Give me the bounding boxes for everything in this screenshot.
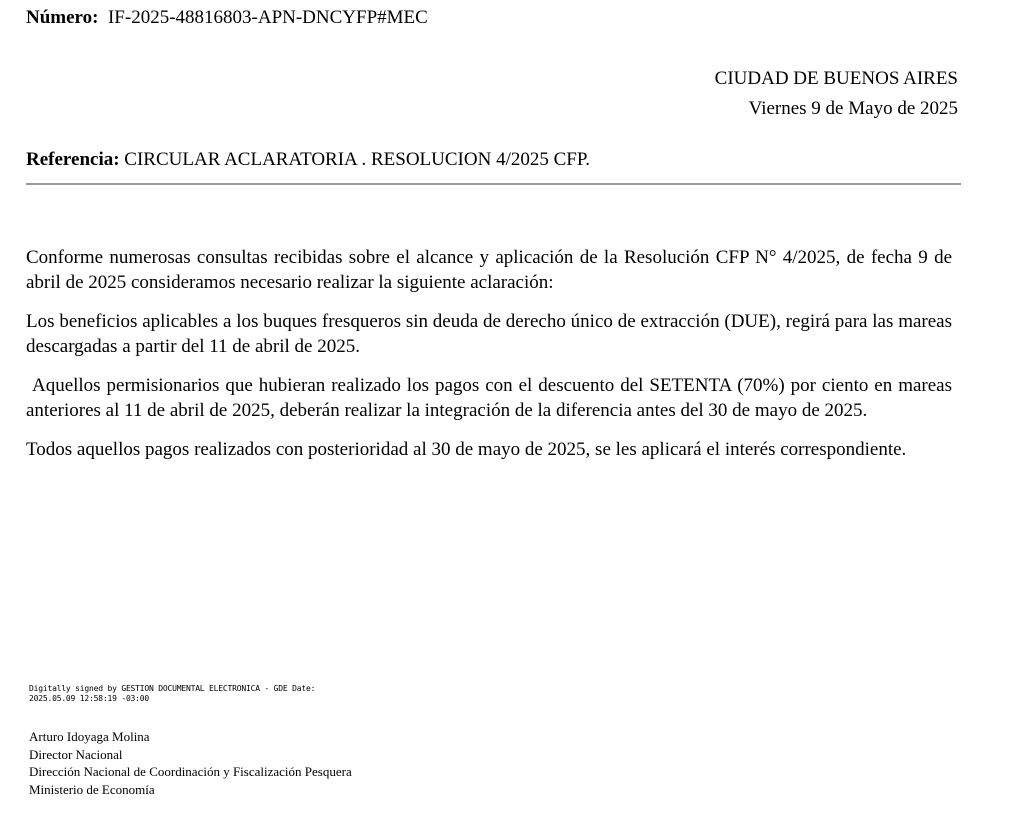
body-paragraph: Todos aquellos pagos realizados con posterioridad al 30 de mayo de 2025, se les aplicará el interés correspondiente.	[26, 439, 907, 460]
signer-office: Dirección Nacional de Coordinación y Fiscalización Pesquera	[29, 764, 352, 779]
reference-label: Referencia:	[26, 149, 120, 170]
digital-signature-stamp	[29, 684, 315, 704]
signer-block	[29, 728, 352, 798]
city: CIUDAD DE BUENOS AIRES	[714, 68, 958, 89]
body-paragraph: Conforme numerosas consultas recibidas sobre el alcance y aplicación de la Resolución CFP N° 4/2025, de fecha 9 de abril de 2025 consideramos necesario realizar la siguiente aclaración:	[26, 247, 952, 293]
document-number-label: Número:	[26, 7, 99, 28]
body-paragraph: Los beneficios aplicables a los buques fresqueros sin deuda de derecho único de extracción (DUE), regirá para las mareas descargadas a partir del 11 de abril de 2025.	[26, 311, 952, 357]
date: Viernes 9 de Mayo de 2025	[748, 98, 958, 119]
document-number-value: IF-2025-48816803-APN-DNCYFP#MEC	[107, 7, 428, 28]
document-body	[26, 245, 957, 476]
reference-line	[26, 148, 590, 172]
signer-title: Director Nacional	[29, 746, 123, 762]
document-number	[26, 6, 428, 30]
signature-stamp-line: Digitally signed by GESTION DOCUMENTAL ELECTRONICA - GDE Date:	[29, 684, 316, 693]
signature-stamp-date: 2025.05.09 12:58:19 -03:00	[29, 694, 150, 703]
place-and-date	[715, 64, 958, 124]
signer-ministry: Ministerio de Economía	[29, 781, 155, 797]
reference-value: CIRCULAR ACLARATORIA . RESOLUCION 4/2025 CFP.	[124, 149, 591, 170]
header-divider	[26, 183, 961, 185]
signer-name: Arturo Idoyaga Molina	[29, 729, 150, 744]
body-paragraph: Aquellos permisionarios que hubieran realizado los pagos con el descuento del SETENTA (70%) por ciento en mareas anteriores al 11 de abril de 2025, deberán realizar la integración de la diferencia antes del 30 de mayo de 2025.	[26, 375, 957, 421]
